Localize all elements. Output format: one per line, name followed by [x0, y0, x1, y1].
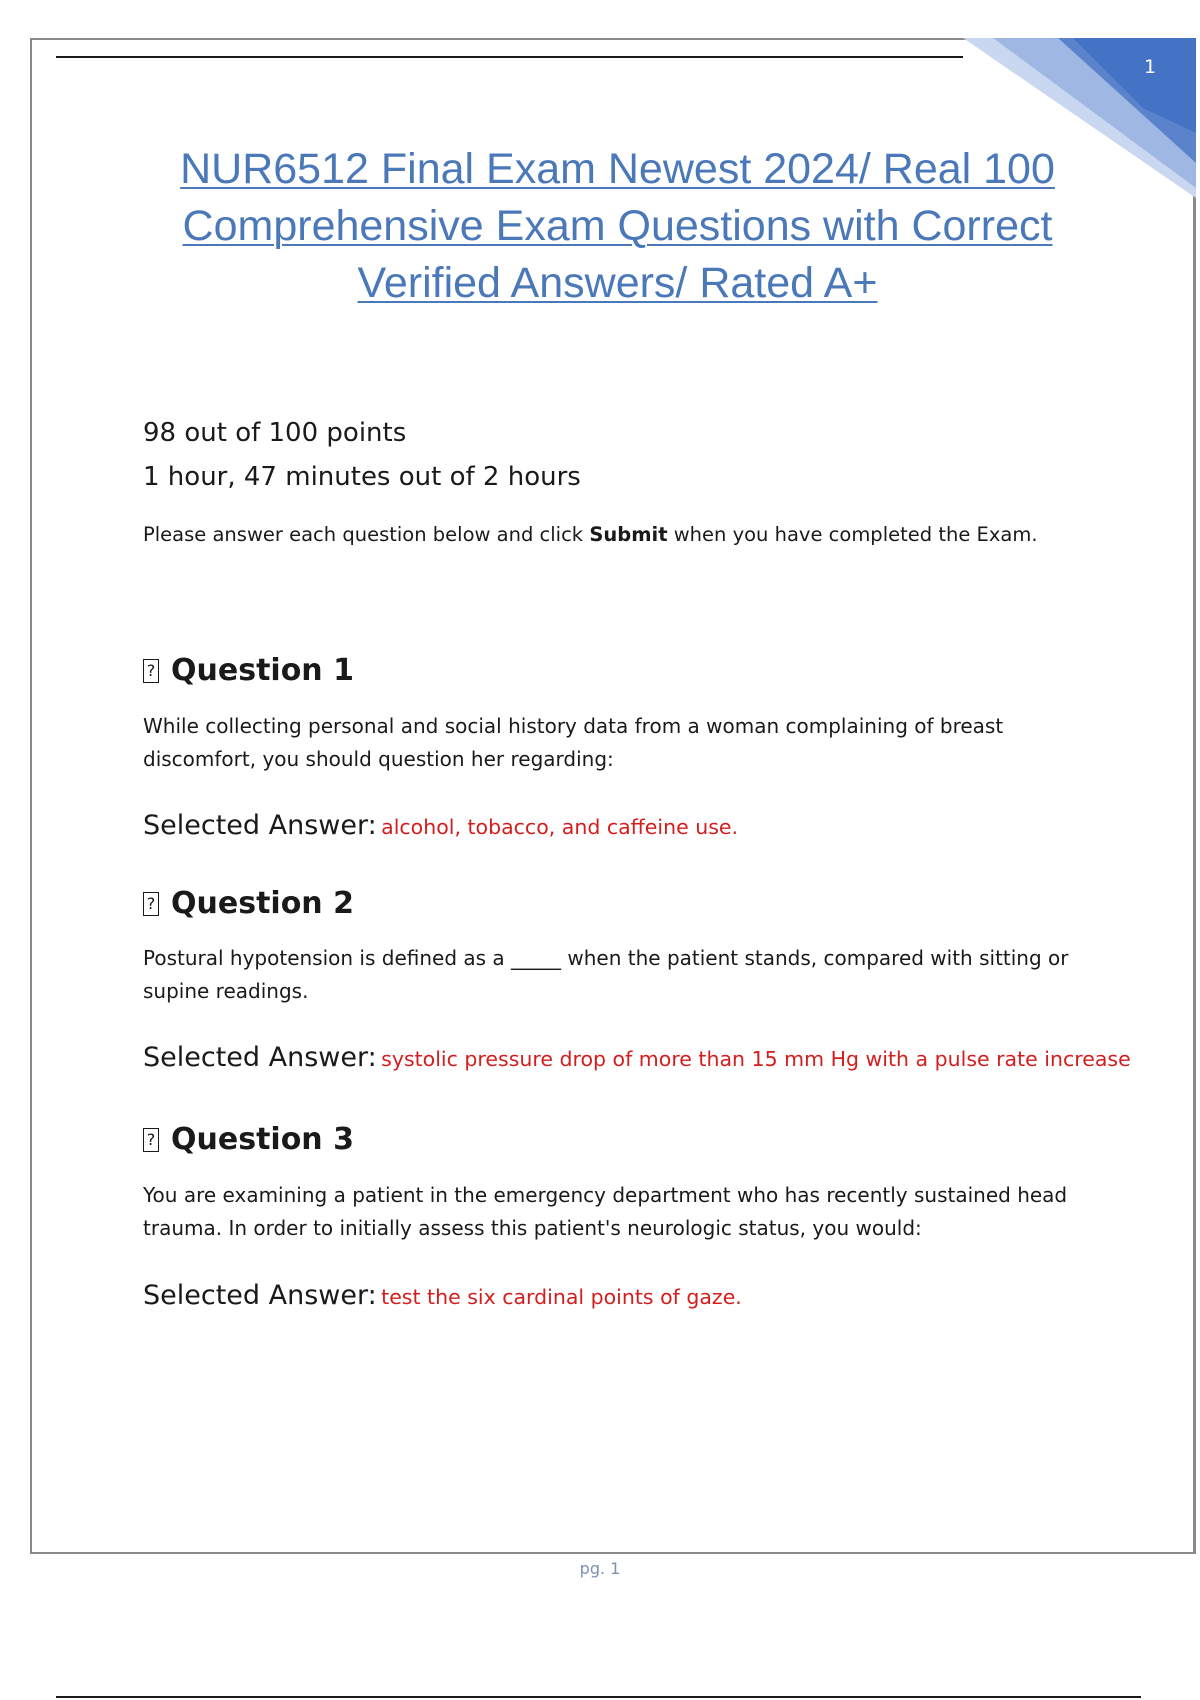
instructions-before: Please answer each question below and click	[143, 523, 590, 546]
instructions-after: when you have completed the Exam.	[667, 523, 1038, 546]
missing-glyph-icon: ?	[143, 659, 159, 683]
title-line-1: NUR6512 Final Exam Newest 2024/ Real 100	[180, 145, 1055, 193]
question-3-text: You are examining a patient in the emergency department who has recently sustained head trauma. In order to initially assess this patient's neurologic status, you would:	[143, 1183, 1068, 1240]
title-line-2: Comprehensive Exam Questions with Correct	[182, 202, 1053, 250]
question-3-selected-answer: test the six cardinal points of gaze.	[381, 1285, 742, 1309]
question-1-answer	[143, 810, 1143, 841]
page-number-corner: 1	[1143, 56, 1157, 78]
question-1-heading	[143, 653, 354, 688]
question-2-selected-answer: systolic pressure drop of more than 15 mm Hg with a pulse rate increase	[381, 1047, 1131, 1071]
answer-label: Selected Answer:	[143, 1042, 377, 1073]
document-title	[140, 141, 1095, 312]
instructions	[143, 523, 1038, 546]
question-2-text: Postural hypotension is defined as a _____ when the patient stands, compared with sitting or supine readings.	[143, 946, 1069, 1003]
question-1-title: Question 1	[171, 653, 354, 688]
question-3-answer	[143, 1280, 1143, 1311]
missing-glyph-icon: ?	[143, 892, 159, 916]
question-1-text: While collecting personal and social history data from a woman complaining of breast discomfort, you should question her regarding:	[143, 714, 1004, 771]
score-text: 98 out of 100 points	[143, 418, 407, 448]
question-3-heading	[143, 1122, 354, 1157]
time-text: 1 hour, 47 minutes out of 2 hours	[143, 462, 581, 492]
question-3-title: Question 3	[171, 1122, 354, 1157]
header-rule	[56, 56, 963, 58]
answer-label: Selected Answer:	[143, 810, 377, 841]
question-2-heading	[143, 886, 354, 921]
question-2-answer	[143, 1042, 1143, 1073]
question-2-title: Question 2	[171, 886, 354, 921]
title-line-3: Verified Answers/ Rated A+	[357, 259, 878, 307]
answer-label: Selected Answer:	[143, 1280, 377, 1311]
next-page-rule	[56, 1696, 1141, 1698]
instructions-submit: Submit	[589, 523, 668, 546]
footer-page-number: pg. 1	[579, 1559, 621, 1578]
missing-glyph-icon: ?	[143, 1128, 159, 1152]
question-1-selected-answer: alcohol, tobacco, and caffeine use.	[381, 815, 739, 839]
